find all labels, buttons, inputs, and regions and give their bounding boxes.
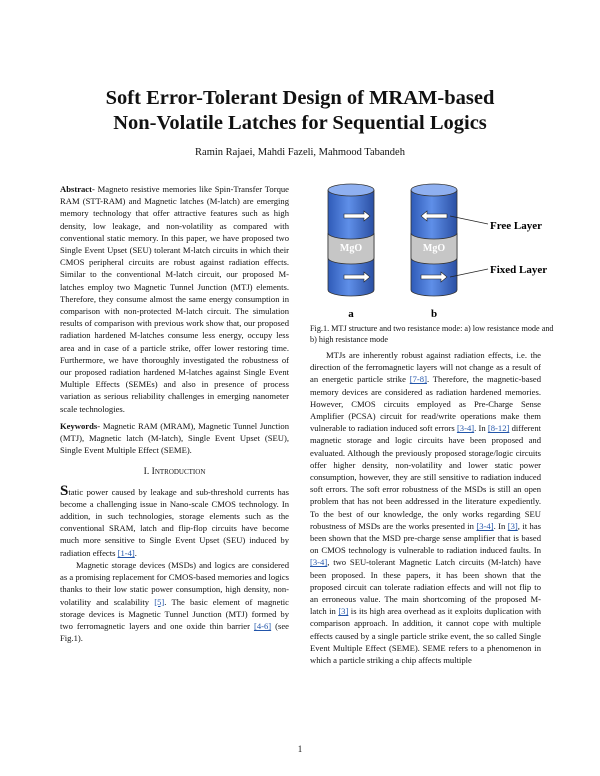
intro-paragraph-1 xyxy=(60,482,289,559)
drop-cap: S xyxy=(60,482,69,499)
section-number: I. xyxy=(143,466,152,478)
citation-link[interactable]: [3] xyxy=(507,520,518,531)
paper-title xyxy=(40,86,560,136)
citation-link[interactable]: [8-12] xyxy=(487,423,510,434)
body-text: is its high area overhead as it exploits duplication with comparison approach. In addition, it cannot cope with multiple effects caused by a single particle strike event, the so called Single Event Multiple Effect (SEME). SEME refers to a phenomenon in which a particle striking a chip affects multiple xyxy=(310,606,541,666)
body-text: different magnetic storage and logic circuits have been proposed and evaluated. Although the previously proposed storage/logic circuits offer higher density, non-volatility and lower static power consumption, however, they are still sensitive to radiation induced soft errors. The soft error robustness of the MSDs is still an open problem that has not been addressed in the literature expediently. To the best of our knowledge, the only works regarding SEU robustness of MSDs are the works presented in xyxy=(310,423,542,531)
right-column xyxy=(310,349,541,666)
mtj-figure xyxy=(318,178,558,328)
intro-text: tatic power caused by leakage and sub-threshold currents has become a challenging issue in Nano-scale CMOS technology. In addition, in such technologies, storage elements such as the conventional SRAM, latch and flip-flop circuits have become much more sensitive to Single Event Upset (SEU) induced by radiation effects xyxy=(60,486,289,558)
abstract xyxy=(60,183,289,415)
keywords-text: - Magnetic RAM (MRAM), Magnetic Tunnel Junction (MTJ), Magnetic latch (M-latch), Single Event Upset (SEU), Single Event Multiple Effect (SEME). xyxy=(60,420,289,456)
citation-link[interactable]: [3-4] xyxy=(310,557,328,568)
section-heading xyxy=(60,466,289,478)
abstract-text: Magneto resistive memories like Spin-Transfer Torque RAM (STT-RAM) and Magnetic latches (M-latch) are emerging memory technology that offer attractive features such as high density, low leakage, and non-volatility as compared with conventional static memory. In this paper, we have proposed two Single Event Upset (SEU) tolerant M-latch circuits in which their CMOS peripheral circuits are robust against radiation effects. Similar to the conventional M-latch circuit, our proposed M-latches employ two Magnetic Tunnel Junction (MTJ) elements. Therefore, they consume almost the same energy consumption in comparison with non-protected M-latch circuit. The simulation results of comparison with previous work show that, our proposed radiation hardened M-latches consume less energy, occupy less area and in case of a particle strike, offer lower restoring time. Furthermore, we have thoroughly investigated the robustness of our proposed radiation hardened M-latches against Single Event Multiple Effects (SEMEs) and also in presence of process variation as serious reliability challenges in emerging nanometer scale technologies. xyxy=(60,184,289,414)
keywords xyxy=(60,420,289,457)
body-text: . In xyxy=(474,423,488,434)
right-paragraph xyxy=(310,349,541,666)
body-text: MTJs are inherently robust against radiation effects, i.e. the direction of the ferromagnetic layers will not change as a result of an energetic particle strike xyxy=(310,350,541,385)
body-text: , it has been shown that the MSD pre-charge sense amplifier that is based on CMOS technology is vulnerable to radiation induced faults. In xyxy=(310,520,541,556)
mtj-cell-b xyxy=(411,184,457,296)
label-b: b xyxy=(430,308,438,320)
citation-link[interactable]: [3] xyxy=(338,606,349,617)
citation-link[interactable]: [5] xyxy=(154,596,165,607)
section-title: Introduction xyxy=(151,466,206,478)
page-number: 1 xyxy=(297,744,303,754)
citation-link[interactable]: [7-8] xyxy=(409,374,427,385)
title-line-1: Soft Error-Tolerant Design of MRAM-based xyxy=(105,87,495,109)
fixed-layer-label: Fixed Layer xyxy=(490,264,548,276)
intro-text: Magnetic storage devices (MSDs) and logics are considered as a promising replacement for CMOS-based memories and logics thanks to their low static power consumption, high density, non-volatility and scalability xyxy=(60,559,289,607)
keywords-label: Keywords xyxy=(60,420,98,431)
body-text: . In xyxy=(493,520,508,531)
free-layer-label: Free Layer xyxy=(490,220,543,232)
body-text: , two SEU-tolerant Magnetic Latch circuits (M-latch) have been proposed. In these papers, it has been shown that the proposed circuit can tolerate radiation effects and will not flip to an erroneous value. The main shortcoming of the proposed M-latch in xyxy=(310,557,541,617)
citation-link[interactable]: [1-4] xyxy=(117,547,135,558)
left-column xyxy=(60,183,289,644)
mtj-cell-a xyxy=(328,184,374,296)
body-text: . Therefore, the magnetic-based memory devices are considered as radiation hardened memories. However, CMOS circuits employed as Pre-Charge Sense Amplifier (PCSA) circuit for read/write operations make them vulnerable to radiation induced soft errors xyxy=(310,374,541,434)
citation-link[interactable]: [3-4] xyxy=(456,423,475,434)
citation-link[interactable]: [4-6] xyxy=(253,620,272,631)
label-a: a xyxy=(348,308,354,320)
intro-text: (see Fig.1). xyxy=(60,620,289,644)
intro-text: . The basic element of magnetic storage devices is Magnetic Tunnel Junction (MTJ) formed by two ferromagnetic layers and one oxide thin barrier xyxy=(60,596,289,631)
intro-paragraph-2 xyxy=(60,559,289,644)
mgo-label-b: MgO xyxy=(422,243,446,254)
citation-link[interactable]: [3-4] xyxy=(476,520,494,531)
intro-text: . xyxy=(134,547,137,558)
figure-caption: Fig.1. MTJ structure and two resistance mode: a) low resistance mode and b) high resistance mode xyxy=(310,324,554,344)
mgo-label-a: MgO xyxy=(339,243,363,254)
authors: Ramin Rajaei, Mahdi Fazeli, Mahmood Tabandeh xyxy=(195,147,405,158)
title-line-2: Non-Volatile Latches for Sequential Logics xyxy=(113,112,487,134)
abstract-label: Abstract- xyxy=(60,184,95,194)
